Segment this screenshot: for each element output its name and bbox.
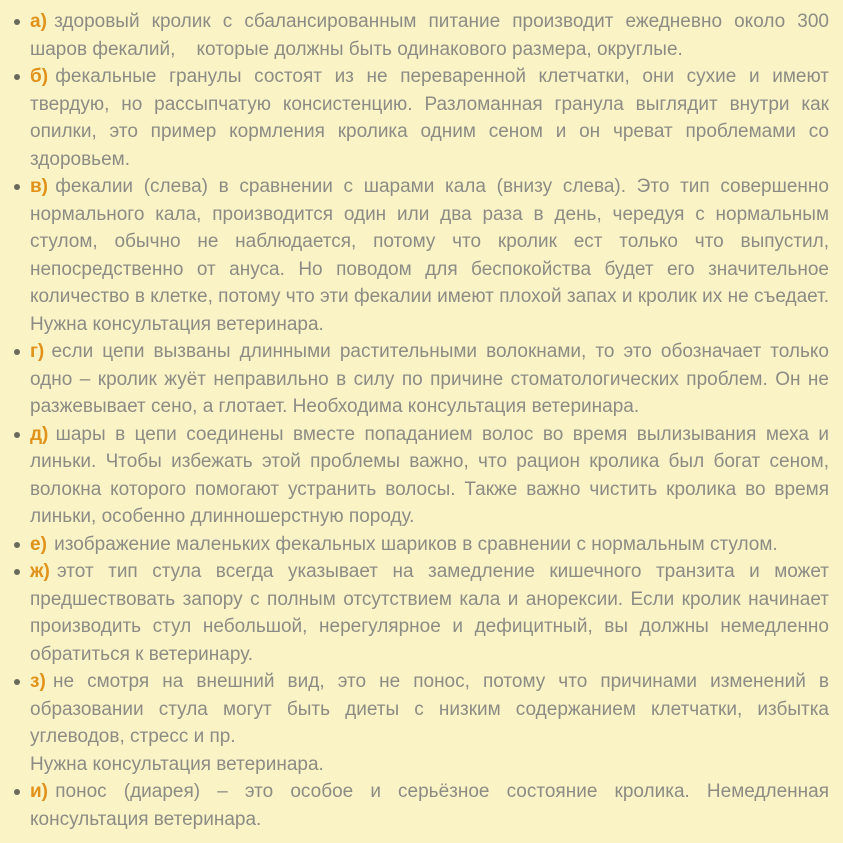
bullet-icon — [14, 569, 20, 575]
bullet-icon — [14, 184, 20, 190]
list-item-b — [13, 63, 829, 173]
bullet-icon — [14, 542, 20, 548]
bullet-icon — [14, 19, 20, 25]
list-item-i — [13, 778, 829, 833]
list-item-d — [13, 421, 829, 531]
item-label: з) — [30, 671, 46, 692]
item-label: а) — [30, 11, 47, 32]
bullet-icon — [14, 432, 20, 438]
item-text: шары в цепи соединены вместе попаданием волос во время вылизывания меха и линьки. Чтобы избежать этой проблемы важно, что рацион кролика был богат сеном, волокна которого помогают устранить волосы. Также важно чистить кролика во время линьки, особенно длинношерстную породу. — [30, 423, 829, 527]
list-item-v — [13, 173, 829, 338]
item-label: е) — [30, 533, 47, 555]
item-text: изображение маленьких фекальных шариков в сравнении с нормальным стулом. — [54, 533, 778, 555]
item-note: Нужна консультация ветеринара. — [30, 753, 324, 775]
item-text: здоровый кролик с сбалансированным питание производит ежедневно около 300 шаров фекалий, которые должны быть одинакового размера, округлые. — [30, 11, 829, 60]
bullet-icon — [14, 679, 20, 685]
item-text: этот тип стула всегда указывает на замедление кишечного транзита и может предшествовать запору с полным отсутствием кала и анорексии. Если кролик начинает производить стул небольшой, нерегулярное и дефицитный, вы должны немедленно обратиться к ветеринару. — [30, 561, 829, 665]
list-item-g — [13, 338, 829, 421]
item-label: д) — [30, 423, 49, 445]
item-text: если цепи вызваны длинными растительными волокнами, то это обозначает только одно – кролик жуёт неправильно в силу по причине стоматологических проблем. Он не разжевывает сено, а глотает. Необходима консультация ветеринара. — [30, 341, 829, 417]
bullet-icon — [14, 789, 20, 795]
list-item-z — [13, 668, 829, 778]
item-label: б) — [30, 66, 49, 87]
item-text: не смотря на внешний вид, это не понос, потому что причинами изменений в образовании стула могут быть диеты с низким содержанием клетчатки, избытка углеводов, стресс и пр. — [30, 671, 829, 747]
item-label: г) — [30, 341, 45, 362]
item-label: в) — [30, 176, 49, 197]
bullet-icon — [14, 349, 20, 355]
bullet-icon — [14, 74, 20, 80]
list-item-zh — [13, 558, 829, 668]
item-label: ж) — [30, 561, 50, 582]
item-text: фекальные гранулы состоят из не переваренной клетчатки, они сухие и имеют твердую, но рассыпчатую консистенцию. Разломанная гранула выглядит внутри как опилки, это пример кормления кролика одним сеном и он чреват проблемами со здоровьем. — [30, 66, 829, 170]
item-label: и) — [30, 781, 49, 802]
item-text: понос (диарея) – это особое и серьёзное состояние кролика. Немедленная консультация ветеринара. — [30, 781, 829, 830]
list-item-a — [13, 8, 829, 63]
list-item-e — [13, 531, 829, 559]
item-text: фекалии (слева) в сравнении с шарами кала (внизу слева). Это тип совершенно нормального кала, производится один или два раза в день, чередуя с нормальным стулом, обычно не наблюдается, потому что кролик ест только что выпустил, непосредственно от ануса. Но поводом для беспокойства будет его значительное количество в клетке, потому что эти фекалии имеют плохой запах и кролик их не съедает. Нужна консультация ветеринара. — [30, 176, 829, 335]
